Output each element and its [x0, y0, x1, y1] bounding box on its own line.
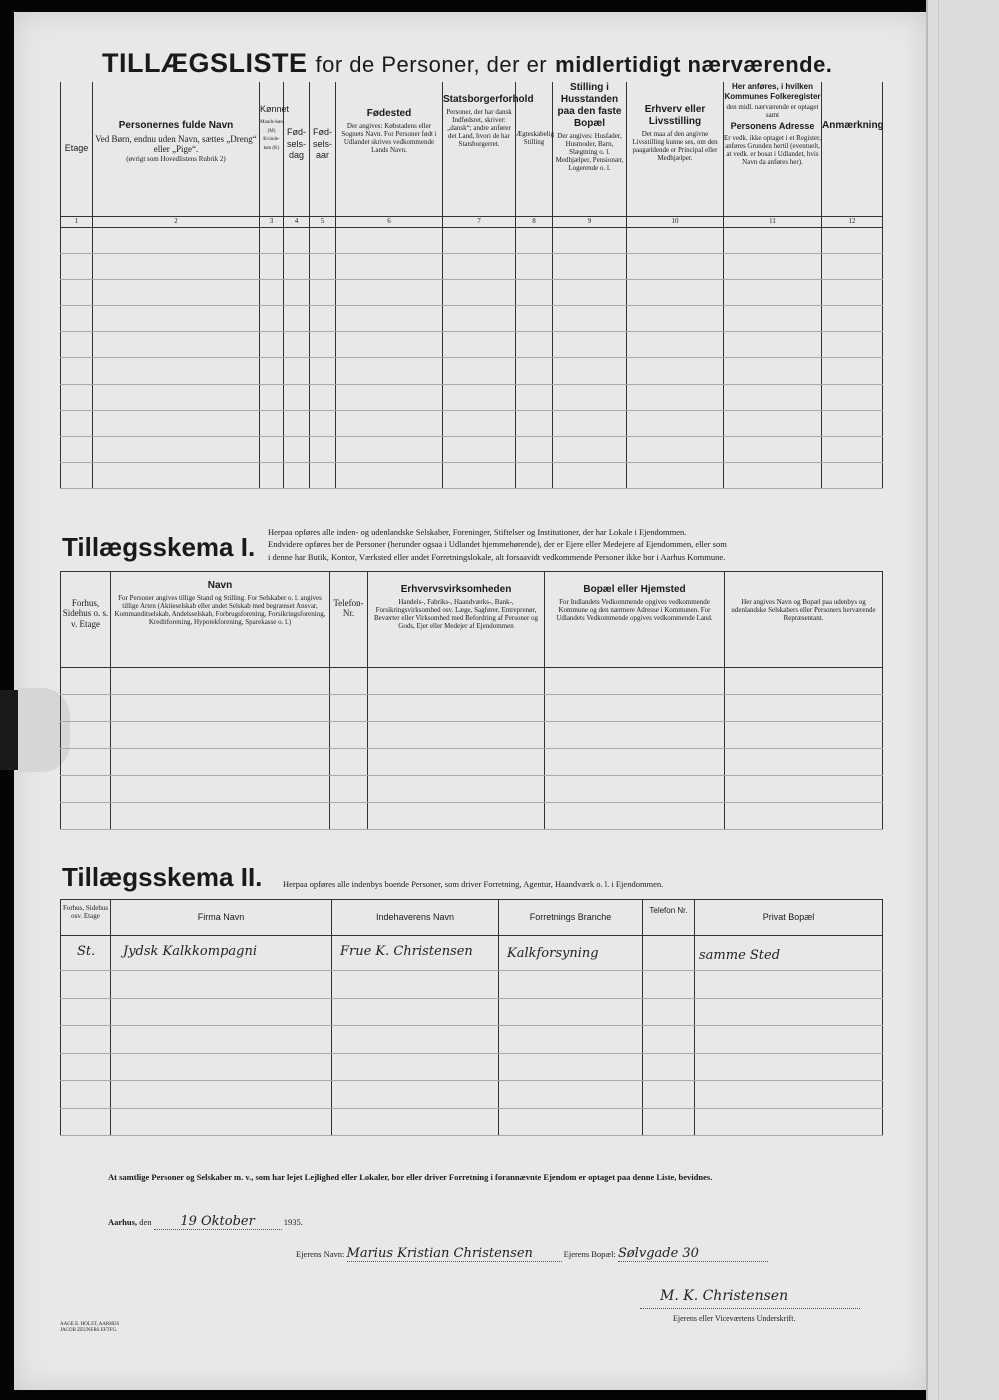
- table-cell: [443, 384, 516, 410]
- table-row: [61, 668, 883, 695]
- table-cell: [93, 410, 260, 436]
- page-title: TILLÆGSLISTE for de Personer, der er midlertidigt nærværende.: [102, 48, 833, 78]
- table-cell: [725, 695, 883, 722]
- table-cell: [310, 253, 336, 279]
- table-cell: [368, 749, 545, 776]
- date-line: Aarhus, den 19 Oktober 1935.: [108, 1214, 303, 1229]
- table-cell: [695, 1108, 883, 1136]
- table-cell: [724, 227, 822, 253]
- col-remarks: Anmærkning: [822, 120, 884, 131]
- table-cell: [516, 463, 553, 489]
- table-row: [61, 437, 883, 463]
- table-row: [61, 803, 883, 830]
- table-cell: [61, 384, 93, 410]
- table-cell: [643, 1053, 695, 1081]
- table-cell: [61, 279, 93, 305]
- s2-entry-etage: St.: [77, 944, 96, 959]
- table-cell: [499, 1081, 643, 1109]
- table-cell: [310, 358, 336, 384]
- table-cell: [111, 695, 330, 722]
- table-cell: [310, 463, 336, 489]
- table-cell: [260, 227, 284, 253]
- printer-imprint: AAGE E. HOLST, AARHUS JACOB ZEUNERS EFTFG.: [60, 1322, 120, 1333]
- table-cell: [332, 1081, 499, 1109]
- col-name: Personernes fulde Navn: [118, 120, 234, 131]
- table-cell: [93, 384, 260, 410]
- table-cell: [61, 695, 111, 722]
- table-cell: [61, 306, 93, 332]
- s1-col-navn: Navn: [207, 580, 233, 591]
- table-cell: [724, 279, 822, 305]
- table-cell: [643, 998, 695, 1026]
- s2-entry-firma: Jydsk Kalkkompagni: [123, 944, 258, 959]
- table-cell: [516, 437, 553, 463]
- table-cell: [61, 722, 111, 749]
- skema2-table: [60, 899, 883, 1136]
- table-cell: [553, 332, 627, 358]
- table-cell: [260, 253, 284, 279]
- table-cell: [822, 227, 883, 253]
- skema2-description: Herpaa opføres alle indenbys boende Personer, som driver Forretning, Agentur, Haandværk o. l. i Ejendommen.: [283, 879, 664, 889]
- table-cell: [516, 253, 553, 279]
- table-cell: [336, 437, 443, 463]
- table-cell: [336, 358, 443, 384]
- table-cell: [61, 749, 111, 776]
- table-row: [61, 971, 883, 999]
- table-cell: [111, 998, 332, 1026]
- s2-col-bopael: Privat Bopæl: [762, 912, 815, 922]
- table-cell: [516, 279, 553, 305]
- table-cell: [93, 253, 260, 279]
- table-cell: [284, 358, 310, 384]
- table-cell: [724, 410, 822, 436]
- table-cell: [61, 227, 93, 253]
- col-gender: Kønnet: [260, 104, 290, 114]
- table-cell: [443, 437, 516, 463]
- table-cell: [516, 227, 553, 253]
- table-cell: [822, 332, 883, 358]
- table-cell: [93, 437, 260, 463]
- table-cell: [284, 279, 310, 305]
- table-cell: [822, 410, 883, 436]
- table-cell: [111, 803, 330, 830]
- table-cell: [516, 306, 553, 332]
- table-cell: [553, 253, 627, 279]
- certification-text: At samtlige Personer og Selskaber m. v., som har lejet Lejlighed eller Lokaler, bor eller driver Forretning i forannævnte Ejendom er optaget paa denne Liste, bevidnes.: [108, 1172, 713, 1182]
- table-cell: [284, 253, 310, 279]
- table-cell: [627, 437, 724, 463]
- signature-label: Ejerens eller Viceværtens Underskrift.: [673, 1314, 796, 1323]
- table-cell: [332, 998, 499, 1026]
- table-cell: [111, 1108, 332, 1136]
- table-cell: [61, 1053, 111, 1081]
- s1-col-erhverv: Erhvervsvirksomheden: [400, 584, 512, 595]
- owner-line: Ejerens Navn: Marius Kristian Christensen Ejerens Bopæl: Sølvgade 30: [296, 1246, 768, 1262]
- owner-name-handwritten: Marius Kristian Christensen: [347, 1246, 562, 1262]
- table-cell: [93, 463, 260, 489]
- col-etage: Etage: [64, 142, 89, 153]
- table-cell: [516, 410, 553, 436]
- table-cell: [695, 1026, 883, 1054]
- table-row: [61, 776, 883, 803]
- table-cell: [368, 803, 545, 830]
- table-cell: [643, 971, 695, 999]
- table-cell: [724, 384, 822, 410]
- table-cell: [822, 306, 883, 332]
- table-cell: [260, 358, 284, 384]
- table-cell: [284, 437, 310, 463]
- table-cell: [627, 384, 724, 410]
- s2-col-branche: Forretnings Branche: [529, 912, 612, 922]
- table-cell: [93, 279, 260, 305]
- table-cell: [111, 668, 330, 695]
- table-cell: [499, 971, 643, 999]
- table-cell: [310, 410, 336, 436]
- table-cell: [336, 384, 443, 410]
- table-row: [61, 722, 883, 749]
- table-cell: [695, 1053, 883, 1081]
- table-cell: [545, 803, 725, 830]
- table-row: [61, 279, 883, 305]
- table-cell: [627, 463, 724, 489]
- table-cell: [310, 306, 336, 332]
- table-cell: [61, 253, 93, 279]
- s2-entry-branche: Kalkforsyning: [507, 946, 599, 961]
- skema2-title: Tillægsskema II.: [62, 862, 263, 892]
- table-cell: [260, 332, 284, 358]
- table-cell: [443, 358, 516, 384]
- table-row: [61, 227, 883, 253]
- table-cell: [310, 332, 336, 358]
- table-cell: [499, 1026, 643, 1054]
- col-register: Her anføres, i hvilken Kommunes Folkeregister: [724, 82, 821, 101]
- table-cell: [284, 463, 310, 489]
- s2-col-indehaver: Indehaverens Navn: [375, 912, 455, 922]
- table-cell: [260, 463, 284, 489]
- table-cell: [627, 279, 724, 305]
- table-cell: [643, 1081, 695, 1109]
- s2-col-firma: Firma Navn: [197, 912, 245, 922]
- table-cell: [553, 437, 627, 463]
- table-cell: [553, 227, 627, 253]
- table-cell: [61, 1026, 111, 1054]
- table-cell: [330, 668, 368, 695]
- table-cell: [499, 998, 643, 1026]
- signature: M. K. Christensen: [660, 1288, 789, 1304]
- owner-address-handwritten: Sølvgade 30: [618, 1246, 768, 1262]
- table-cell: [111, 1081, 332, 1109]
- table-cell: [695, 971, 883, 999]
- table-row: [61, 332, 883, 358]
- table-cell: [284, 227, 310, 253]
- table-cell: [61, 998, 111, 1026]
- main-table: Etage Personernes fulde Navn Ved Børn, endnu uden Navn, sættes „Dreng“ eller „Pige“. (øvrigt som Hovedlistens Rubrik 2) Kønnet Mands-køn (M) Kvinde-køn (K) Fød-sels-dag Fød-sels-aar Fødested Der angives: Købstadens eller Sognets Navn. For Personer født i Udlandet skrives vedkommende Lands Navn. Statsborgerforhold Personer, der har dansk Indfødsret, skriver: „dansk“; andre anfører det Land, hvori de har Statsborgerret. Ægteskabelig Stilling Stilling i Husstanden paa den faste Bopæl Der angives: Husfader, Husmoder, Barn, Slægtning o. l. Medhjælper, Pensionær, Logerende o. l. Erhverv eller Livsstilling Det maa af den angivne Livsstilling kunne ses, om den paagældende er Principal eller Medhjælper. Her anføres, i hvilken Kommunes Folkeregister den midl. nærværende er optaget samt Personens Adresse Er vedk. ikke optaget i et Register, anføres Grunden hertil (eventuelt, at vedk. er bosat i Udlandet, hvis Navn da anføres her). Anmærkning 1 2 3 4 5 6 7 8 9 10 11 12: [60, 82, 883, 489]
- table-cell: [260, 437, 284, 463]
- table-cell: [330, 749, 368, 776]
- s1-col-telefon: Telefon-Nr.: [333, 598, 364, 619]
- table-row: [61, 306, 883, 332]
- table-cell: [627, 332, 724, 358]
- col-citizenship: Statsborgerforhold: [443, 94, 534, 105]
- table-cell: [725, 668, 883, 695]
- table-cell: [260, 384, 284, 410]
- table-cell: [545, 722, 725, 749]
- table-cell: [545, 749, 725, 776]
- table-cell: [545, 695, 725, 722]
- table-cell: [553, 384, 627, 410]
- s1-col-bopael: Bopæl eller Hjemsted: [583, 584, 686, 595]
- table-cell: [260, 279, 284, 305]
- table-cell: [516, 332, 553, 358]
- table-row: [61, 695, 883, 722]
- skema1-description: Herpaa opføres alle inden- og udenlandske Selskaber, Foreninger, Stiftelser og Institutioner, der har Lokale i Ejendommen. Endvidere opføres her de Personer (herunder ogsaa i Udlandet hjemmehørende), der er Ejere eller Medejere af Ejendommen, eller som i denne har Butik, Kontor, Værksted eller andet Forretningslokale, alt forsaavidt vedkommende Personer ikke bor i Aarhus Kommune.: [268, 527, 727, 562]
- table-cell: [61, 803, 111, 830]
- table-cell: [553, 463, 627, 489]
- table-cell: [332, 1026, 499, 1054]
- table-cell: [822, 253, 883, 279]
- table-cell: [368, 695, 545, 722]
- col-birthyear: Fød-sels-aar: [312, 127, 332, 161]
- table-cell: [111, 722, 330, 749]
- table-cell: [61, 776, 111, 803]
- table-cell: [61, 971, 111, 999]
- table-cell: [368, 722, 545, 749]
- table-cell: [553, 358, 627, 384]
- s2-col-telefon: Telefon Nr.: [649, 906, 688, 915]
- table-cell: [643, 1026, 695, 1054]
- table-cell: [724, 463, 822, 489]
- table-cell: [443, 410, 516, 436]
- col-birthplace: Fødested: [366, 108, 412, 119]
- table-cell: [724, 306, 822, 332]
- table-cell: [260, 306, 284, 332]
- table-cell: [284, 410, 310, 436]
- table-cell: [443, 306, 516, 332]
- table-cell: [724, 437, 822, 463]
- table-cell: [695, 998, 883, 1026]
- table-cell: [61, 437, 93, 463]
- table-cell: [443, 279, 516, 305]
- table-cell: [822, 358, 883, 384]
- s2-entry-row: [61, 936, 883, 971]
- table-cell: [284, 306, 310, 332]
- table-cell: [111, 1026, 332, 1054]
- table-cell: [332, 1108, 499, 1136]
- col-household: Stilling i Husstanden paa den faste Bopæl: [557, 82, 622, 129]
- s1-col-repr: Her angives Navn og Bopæl paa udenbys og udenlandske Selskabers eller Personers herværende Repræsentant.: [731, 598, 876, 623]
- table-cell: [260, 410, 284, 436]
- table-cell: [330, 722, 368, 749]
- table-cell: [627, 410, 724, 436]
- table-cell: [627, 227, 724, 253]
- table-cell: [61, 410, 93, 436]
- table-cell: [310, 437, 336, 463]
- table-cell: [627, 306, 724, 332]
- table-row: [61, 998, 883, 1026]
- table-cell: [553, 279, 627, 305]
- table-cell: [627, 358, 724, 384]
- skema1-title: Tillægsskema I.: [62, 532, 256, 562]
- s2-col-etage: Forhus, Sidehus osv. Etage: [62, 904, 109, 921]
- table-cell: [725, 722, 883, 749]
- table-cell: [310, 279, 336, 305]
- table-cell: [545, 776, 725, 803]
- table-cell: [332, 971, 499, 999]
- table-cell: [336, 227, 443, 253]
- table-row: [61, 749, 883, 776]
- table-cell: [111, 776, 330, 803]
- table-cell: [724, 358, 822, 384]
- s2-entry-indehaver: Frue K. Christensen: [340, 944, 473, 959]
- table-cell: [724, 253, 822, 279]
- table-cell: [111, 1053, 332, 1081]
- table-cell: [61, 1081, 111, 1109]
- table-cell: [443, 463, 516, 489]
- table-cell: [627, 253, 724, 279]
- table-cell: [822, 279, 883, 305]
- table-cell: [643, 1108, 695, 1136]
- table-cell: [330, 695, 368, 722]
- table-cell: [553, 306, 627, 332]
- table-cell: [61, 332, 93, 358]
- table-cell: [336, 253, 443, 279]
- table-cell: [499, 1108, 643, 1136]
- table-cell: [336, 306, 443, 332]
- table-cell: [336, 279, 443, 305]
- table-cell: [61, 1108, 111, 1136]
- table-cell: [443, 227, 516, 253]
- table-cell: [93, 358, 260, 384]
- table-cell: [61, 668, 111, 695]
- date-handwritten: 19 Oktober: [154, 1214, 282, 1230]
- s2-entry-bopael: samme Sted: [699, 948, 781, 963]
- col-marital: Ægteskabelig Stilling: [516, 130, 555, 147]
- table-cell: [368, 668, 545, 695]
- skema1-table: Forhus, Sidehus o. s. v. Etage Navn For Personer angives tillige Stand og Stilling. For Selskaber o. l. angives tillige Arten (Aktieselskab eller andet Selskab med begrænset Ansvar, Kommanditselskab, Andelsselskab, Forbrugsforening, Forsikringsforening, Kreditforening, Hypotekforening, Sparekasse o. l.) Telefon-Nr. Erhvervsvirksomheden Handels-, Fabriks-, Haandværks-, Bank-, Forsikringsvirksomhed osv. Læge, Sagfører, Entreprenør, Beværter eller Virksomhed med Befordring af Personer og Gods, Ejer eller Medejer af Ejendommen Bopæl eller Hjemsted For Indlandets Vedkommende opgives vedkommende Kommune og den nærmere Adresse i Kommunen. For Udlandets Vedkommende opgives vedkommende Land. Her angives Navn og Bopæl paa udenbys og udenlandske Selskabers eller Personers herværende Repræsentant.: [60, 571, 883, 830]
- table-row: [61, 253, 883, 279]
- table-cell: [61, 358, 93, 384]
- table-cell: [336, 410, 443, 436]
- table-cell: [443, 253, 516, 279]
- table-cell: [822, 437, 883, 463]
- table-row: [61, 1026, 883, 1054]
- table-row: [61, 410, 883, 436]
- adjacent-page: [926, 0, 999, 1400]
- table-row: [61, 1108, 883, 1136]
- table-row: [61, 358, 883, 384]
- table-cell: [111, 971, 332, 999]
- table-cell: [310, 384, 336, 410]
- table-cell: [516, 358, 553, 384]
- col-occupation: Erhverv eller Livsstilling: [644, 104, 706, 127]
- table-row: [61, 384, 883, 410]
- table-cell: [61, 463, 93, 489]
- table-cell: [330, 803, 368, 830]
- table-row: [61, 1081, 883, 1109]
- table-cell: [545, 668, 725, 695]
- table-cell: [93, 332, 260, 358]
- table-cell: [332, 1053, 499, 1081]
- table-cell: [93, 306, 260, 332]
- col-birthday: Fød-sels-dag: [286, 127, 306, 161]
- table-cell: [724, 332, 822, 358]
- table-cell: [553, 410, 627, 436]
- s1-col-etage: Forhus, Sidehus o. s. v. Etage: [62, 598, 109, 629]
- table-cell: [368, 776, 545, 803]
- table-cell: [516, 384, 553, 410]
- table-cell: [725, 776, 883, 803]
- table-cell: [822, 463, 883, 489]
- table-cell: [443, 332, 516, 358]
- table-cell: [499, 1053, 643, 1081]
- table-cell: [725, 803, 883, 830]
- table-cell: [695, 1081, 883, 1109]
- table-cell: [284, 384, 310, 410]
- table-cell: [336, 332, 443, 358]
- table-cell: [725, 749, 883, 776]
- table-row: [61, 1053, 883, 1081]
- table-row: [61, 463, 883, 489]
- table-cell: [284, 332, 310, 358]
- table-cell: [822, 384, 883, 410]
- table-cell: [111, 749, 330, 776]
- table-cell: [310, 227, 336, 253]
- table-cell: [336, 463, 443, 489]
- table-cell: [93, 227, 260, 253]
- table-cell: [330, 776, 368, 803]
